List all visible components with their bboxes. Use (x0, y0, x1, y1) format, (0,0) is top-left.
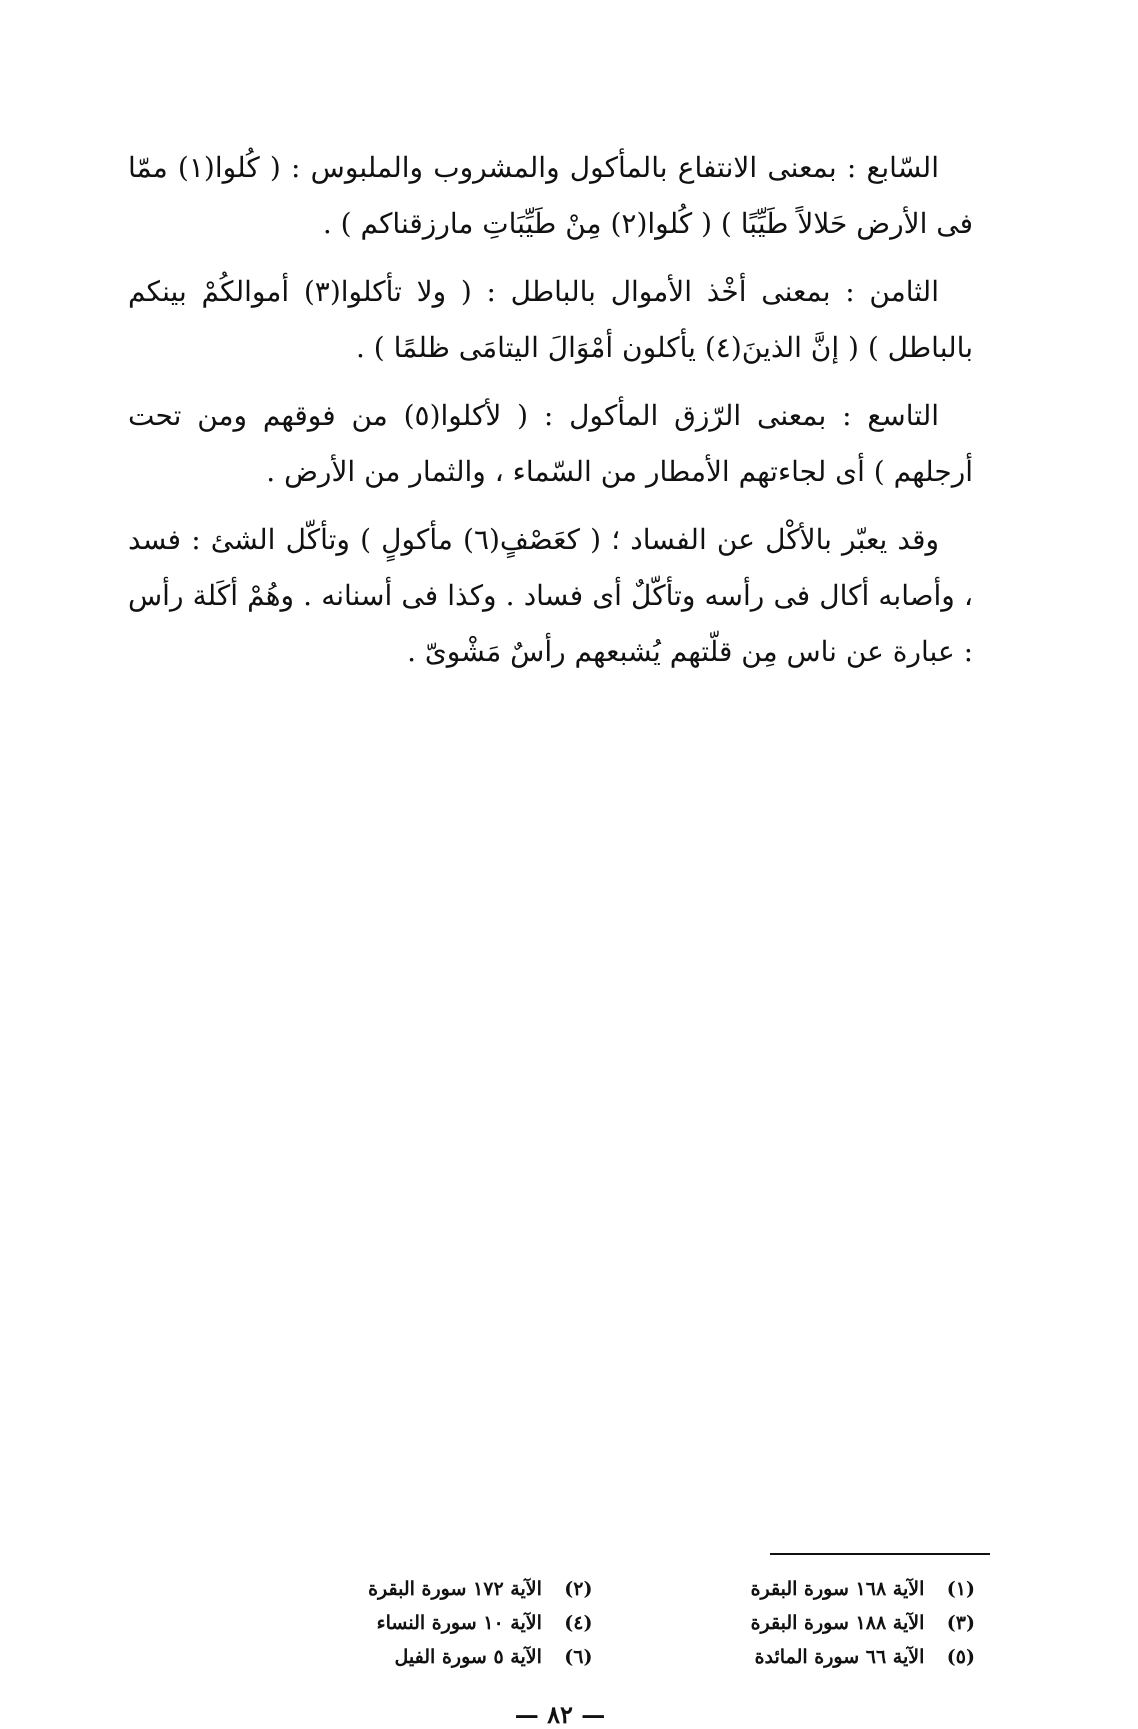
main-text (128, 140, 973, 692)
footnotes (250, 1572, 975, 1674)
footnote-number: (٤) (564, 1612, 593, 1634)
paragraph-seventh-meaning: السّابع : بمعنى الانتفاع بالمأكول والمشروب والملبوس : ( كُلوا(١) ممّا فى الأرض حَلالاً طَيِّبًا ) ( كُلوا(٢) مِنْ طَيِّبَاتِ مارزقناكم ) . (128, 151, 973, 240)
paragraph-ninth-meaning: التاسع : بمعنى الرّزق المأكول : ( لأكلوا(٥) من فوقهم ومن تحت أرجلهم ) أى لجاءتهم الأمطار من السّماء ، والثمار من الأرض . (128, 399, 973, 488)
footnote-number: (٢) (564, 1578, 593, 1600)
footnote-1 (633, 1572, 976, 1606)
footnote-text: الآية ١٧٢ سورة البقرة (368, 1578, 542, 1600)
footnote-2 (250, 1572, 593, 1606)
footnote-4 (250, 1606, 593, 1640)
footnote-separator-line (770, 1553, 990, 1555)
footnote-text: الآية ١٠ سورة النساء (376, 1612, 542, 1634)
footnote-text: الآية ٦٦ سورة المائدة (754, 1646, 925, 1668)
footnote-number: (٦) (564, 1646, 593, 1668)
footnote-5 (633, 1640, 976, 1674)
paragraph-corruption-meaning: وقد يعبّر بالأكْل عن الفساد ؛ ( كعَصْفٍ(٦) مأكولٍ ) وتأكّل الشئ : فسد ، وأصابه أكال فى رأسه وتأكّلٌ أى فساد . وكذا فى أسنانه . وهُمْ أكَلة رأس : عبارة عن ناس مِن قلّتهم يُشبعهم رأسٌ مَشْوىّ . (128, 523, 973, 668)
footnote-number: (٣) (946, 1612, 975, 1634)
footnote-3 (633, 1606, 976, 1640)
page-number: — ٨٢ — (514, 1700, 606, 1729)
footnote-text: الآية ١٦٨ سورة البقرة (750, 1578, 925, 1600)
footnote-number: (٥) (946, 1646, 975, 1668)
footnote-text: الآية ٥ سورة الفيل (394, 1646, 542, 1668)
footnote-number: (١) (946, 1578, 975, 1600)
footnote-6 (250, 1640, 593, 1674)
footnote-text: الآية ١٨٨ سورة البقرة (750, 1612, 925, 1634)
paragraph-eighth-meaning: الثامن : بمعنى أخْذ الأموال بالباطل : ( ولا تأكلوا(٣) أموالكُمْ بينكم بالباطل ) ( إنَّ الذينَ(٤) يأكلون أمْوَالَ اليتامَى ظلمًا ) . (128, 275, 973, 364)
